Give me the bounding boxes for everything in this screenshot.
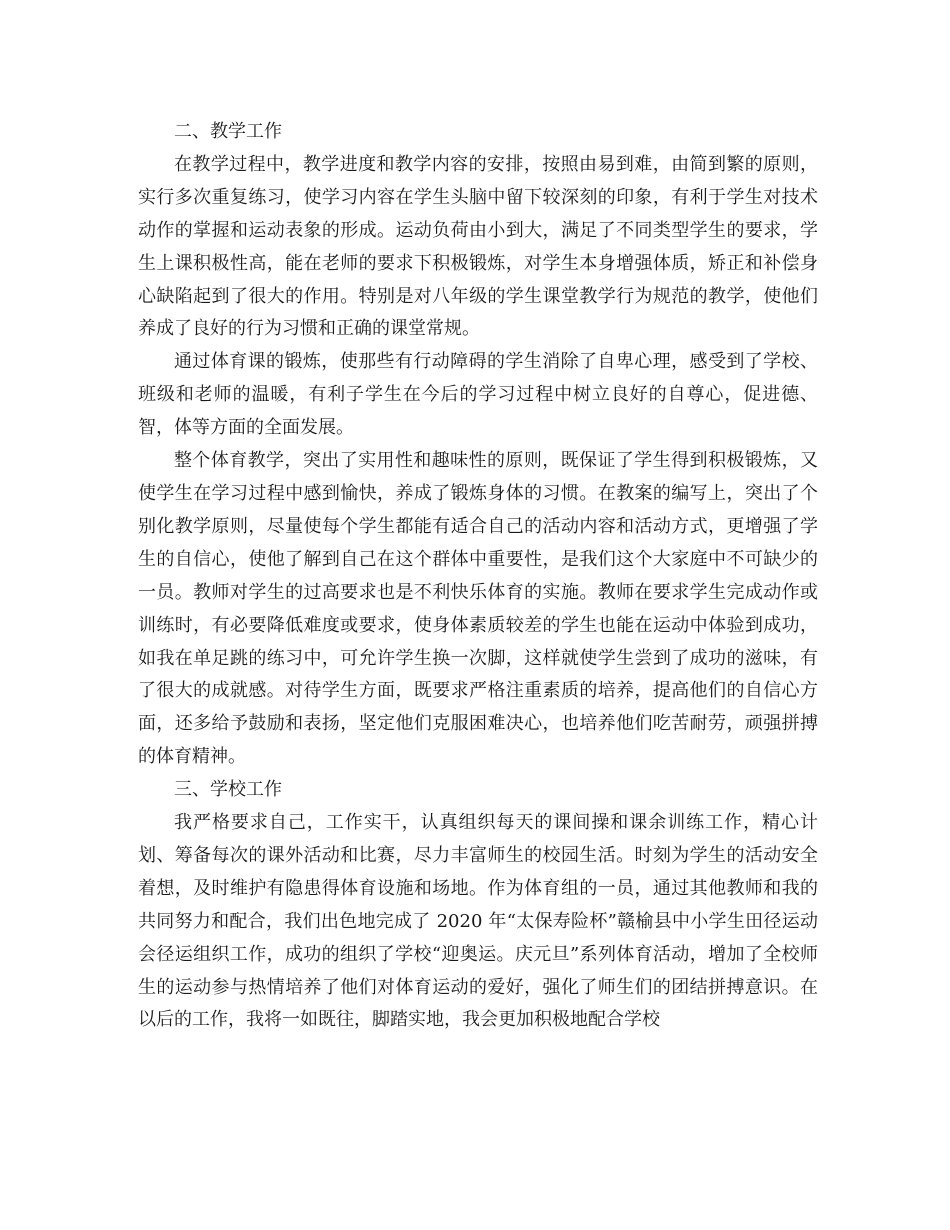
paragraph-school-work: 我严格要求自己，工作实干，认真组织每天的课间操和课余训练工作，精心计划、筹备每次的课外活动和比赛，尽力丰富师生的校园生活。时刻为学生的活动安全着想，及时维护有隐患得体育设施和场地。作为体育组的一员，通过其他教师和我的共同努力和配合，我们出色地完成了 2020 年“太保寿险杯”赣榆县中小学生田径运动会径运组织工作，成功的组织了学校“迎奥运。庆元旦”系列体育活动，增加了全校师生的运动参与热情培养了他们对体育运动的爱好，强化了师生们的团结拼搏意识。在以后的工作，我将一如既往，脚踏实地，我会更加积极地配合学校 <box>138 812 818 1031</box>
document-page <box>138 116 818 1037</box>
paragraph-teaching-process: 在教学过程中，教学进度和教学内容的安排，按照由易到难，由简到繁的原则，实行多次重复练习，使学习内容在学生头脑中留下较深刻的印象，有利于学生对技术动作的掌握和运动表象的形成。运动负荷由小到大，满足了不同类型学生的要求，学生上课积极性高，能在老师的要求下积极锻炼，对学生本身增强体质，矫正和补偿身心缺陷起到了很大的作用。特别是对八年级的学生课堂教学行为规范的教学，使他们养成了良好的行为习惯和正确的课堂常规。 <box>138 153 818 340</box>
paragraph-pe-teaching-overall: 整个体育教学，突出了实用性和趣味性的原则，既保证了学生得到积极锻炼，又使学生在学习过程中感到愉快，养成了锻炼身体的习惯。在教案的编写上，突出了个别化教学原则，尽量使每个学生都能有适合自己的活动内容和活动方式，更增强了学生的自信心，使他了解到自己在这个群体中重要性，是我们这个大家庭中不可缺少的一员。教师对学生的过高要求也是不利快乐体育的实施。教师在要求学生完成动作或训练时，有必要降低难度或要求，使身体素质较差的学生也能在运动中体验到成功，如我在单足跳的练习中，可允许学生换一次脚，这样就使学生尝到了成功的滋味，有了很大的成就感。对待学生方面，既要求严格注重素质的培养，提高他们的自信心方面，还多给予鼓励和表扬，坚定他们克服困难决心，也培养他们吃苦耐劳，顽强拼搏的体育精神。 <box>138 450 818 768</box>
section-heading-school-work: 三、学校工作 <box>174 779 282 801</box>
section-heading-teaching: 二、教学工作 <box>174 121 282 142</box>
paragraph-pe-training: 通过体育课的锻炼，使那些有行动障碍的学生消除了自卑心理，感受到了学校、班级和老师的温暖，有利子学生在今后的学习过程中树立良好的自尊心，促进德、智，体等方面的全面发展。 <box>138 351 818 439</box>
